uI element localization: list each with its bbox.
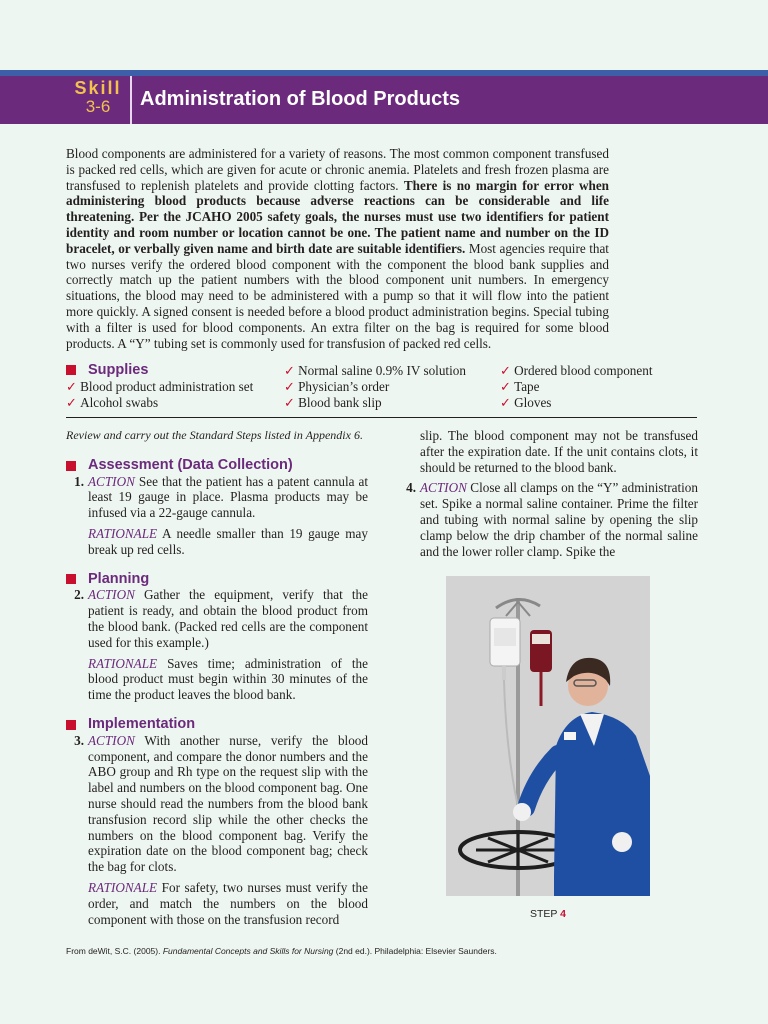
caption-label: STEP (530, 908, 558, 920)
step-number: 3. (74, 732, 84, 748)
supply-label: Blood product administration set (80, 379, 254, 394)
assessment-heading (66, 458, 368, 474)
citation-book-title: Fundamental Concepts and Skills for Nursing (162, 946, 334, 956)
checkmark-icon: ✓ (284, 395, 296, 410)
action-text: Close all clamps on the “Y” administration set. Spike a normal saline container. Prime the filter and tubing with normal saline by opening the slip clamp below the drip chamber of the normal saline and the lower roller clamp. Spike the (420, 480, 698, 559)
supply-label: Tape (514, 379, 540, 394)
checkmark-icon: ✓ (500, 363, 512, 378)
section-divider (66, 417, 697, 418)
step-2-action (88, 587, 368, 650)
intro-text-2: Most agencies require that two nurses verify the ordered blood component with the component the blood bank supplies and correctly match up the patient numbers with the blood component unit numbers. In emergency situations, the blood may need to be administered with a pump so that it will flow into the patient more quickly. A signed consent is needed before a blood product administration begins. Special tubing with a filter is used for blood components. An extra filter on the bag is required for some blood products. A “Y” tubing set is commonly used for transfusion of packed red cells. (66, 240, 609, 351)
action-label: ACTION (420, 480, 467, 496)
step-4-action (420, 480, 698, 559)
step-3 (66, 733, 368, 875)
step-4 (398, 480, 698, 559)
rationale-text: A needle smaller than 19 gauge may break up red cells. (88, 525, 368, 557)
square-bullet-icon (66, 574, 76, 584)
step-2-rationale (66, 656, 368, 703)
planning-heading-text: Planning (88, 570, 150, 587)
action-text: Gather the equipment, verify that the patient is ready, and obtain the blood product from the blood bank. (Packed red cells are the component used for this example.) (88, 587, 368, 650)
implementation-heading (66, 717, 368, 733)
supply-label: Physician’s order (298, 379, 390, 394)
planning-heading (66, 572, 368, 588)
assessment-heading-text: Assessment (Data Collection) (88, 456, 293, 473)
caption-number: 4 (560, 908, 566, 920)
step-3-action (88, 733, 368, 875)
step-2 (66, 587, 368, 650)
action-text: See that the patient has a patent cannula at least 19 gauge in place. Plasma products may be infused via a 22-gauge cannula. (88, 473, 368, 521)
supply-item (284, 395, 382, 411)
skill-label: Skill (74, 78, 122, 98)
action-label: ACTION (88, 587, 135, 603)
supply-item (66, 379, 253, 395)
review-note: Review and carry out the Standard Steps listed in Appendix 6. (66, 428, 363, 442)
step-3-rationale (66, 880, 368, 927)
rationale-text: For safety, two nurses must verify the order, and match the numbers on the blood component with those on the transfusion record (88, 879, 368, 927)
step-1 (66, 474, 368, 521)
square-bullet-icon (66, 365, 76, 375)
square-bullet-icon (66, 720, 76, 730)
page-title: Administration of Blood Products (140, 88, 460, 110)
step-number: 2. (74, 587, 84, 603)
supply-item (500, 363, 653, 379)
left-column (66, 428, 368, 927)
supply-item (500, 395, 551, 411)
checkmark-icon: ✓ (66, 395, 78, 410)
rationale-text: Saves time; administration of the blood product must begin within 30 minutes of the time the product leaves the blood bank. (88, 655, 368, 703)
action-label: ACTION (88, 473, 135, 489)
step-1-rationale (66, 526, 368, 558)
citation-suffix: (2nd ed.). Philadelphia: Elsevier Saunders. (333, 946, 497, 956)
intro-text-1: Blood components are administered for a variety of reasons. The most common component transfused is packed red cells, which are given for acute or chronic anemia. Platelets and fresh frozen plasma are transfused to replenish platelets and provide clotting factors. (66, 146, 609, 193)
step-1-action (88, 474, 368, 521)
supply-item (284, 379, 389, 395)
checkmark-icon: ✓ (500, 379, 512, 394)
supply-item (500, 379, 540, 395)
supply-label: Ordered blood component (514, 363, 653, 378)
supply-label: Blood bank slip (298, 395, 382, 410)
step-4-photo (446, 576, 650, 896)
supplies-heading (66, 362, 148, 378)
supply-item (284, 363, 466, 379)
checkmark-icon: ✓ (284, 363, 296, 378)
checkmark-icon: ✓ (66, 379, 78, 394)
supply-label: Normal saline 0.9% IV solution (298, 363, 466, 378)
supply-label: Gloves (514, 395, 552, 410)
step-number: 1. (74, 473, 84, 489)
implementation-heading-text: Implementation (88, 715, 196, 732)
citation-prefix: From deWit, S.C. (2005). (66, 946, 163, 956)
citation-footer (66, 946, 497, 956)
supply-label: Alcohol swabs (80, 395, 159, 410)
square-bullet-icon (66, 461, 76, 471)
step-3-rationale-continued: slip. The blood component may not be transfused after the expiration date. If the unit contains clots, it should be returned to the blood bank. (420, 428, 698, 475)
intro-paragraph (66, 146, 609, 351)
skill-header (0, 76, 768, 124)
skill-number: 3-6 (85, 97, 111, 116)
skill-number-box (66, 76, 132, 124)
supply-item (66, 395, 158, 411)
supplies-heading-text: Supplies (88, 362, 149, 378)
intro-bold: There is no margin for error when administering blood products because adverse reactions can be considerable and life threatening. Per the JCAHO 2005 safety goals, the nurses must use two identifiers for patient identity and room number or location cannot be one. The patient name and number on the ID bracelet, or verbally given name and birth date are suitable identifiers. (66, 177, 610, 256)
right-column (398, 428, 698, 559)
checkmark-icon: ✓ (284, 379, 296, 394)
rationale-label: RATIONALE (88, 655, 158, 671)
action-label: ACTION (88, 732, 135, 748)
rationale-label: RATIONALE (88, 525, 158, 541)
step-number: 4. (406, 480, 416, 496)
checkmark-icon: ✓ (500, 395, 512, 410)
rationale-label: RATIONALE (88, 879, 158, 895)
action-text: With another nurse, verify the blood component, and compare the donor numbers and the ABO group and Rh type on the request slip with the label and numbers on the blood component bag. One nurse should read the numbers from the blood bank transfusion record slip while the other checks the numbers on the blood component bag. Verify the expiration date on the blood component bag; check the bag for clots. (88, 732, 368, 875)
figure-caption (446, 908, 650, 920)
